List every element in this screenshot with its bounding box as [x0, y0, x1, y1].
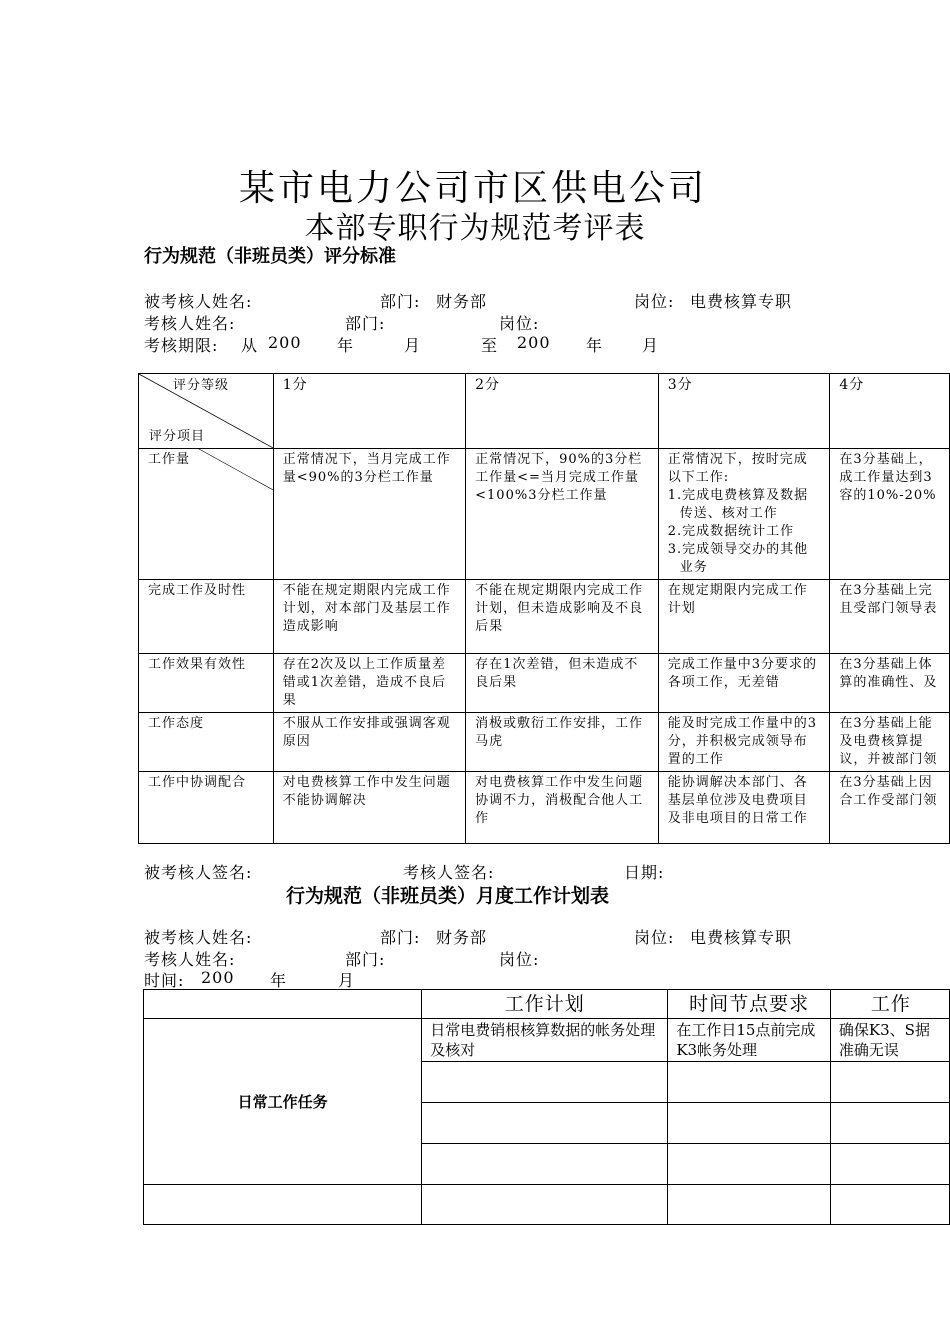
row-cell-level1: 正常情况下，当月完成工作量<90%的3分栏工作量 [273, 449, 465, 580]
period-month-unit-from: 月 [404, 336, 422, 355]
plan-header-row [144, 990, 950, 1019]
row-cell-level2: 消极或敷衍工作安排，工作马虎 [466, 713, 659, 772]
table-row [139, 713, 950, 772]
level-header-3: 3分 [658, 374, 830, 449]
time-cell [668, 1062, 831, 1103]
time-year-unit: 年 [270, 971, 288, 990]
daily-task-label: 日常工作任务 [144, 1019, 422, 1185]
plan-header-work-result: 工作 [830, 990, 949, 1019]
plan-cell [422, 1144, 668, 1185]
post-value: 电费核算专职 [690, 292, 793, 311]
time-cell: 在工作日15点前完成K3帐务处理 [668, 1019, 831, 1062]
table-row [144, 1019, 950, 1062]
table-row [139, 772, 950, 844]
result-cell [830, 1062, 949, 1103]
table-row [139, 580, 950, 654]
row-cell-level2: 不能在规定期限内完成工作计划，但未造成影响及不良后果 [466, 580, 659, 654]
period-month-unit-to: 月 [642, 336, 660, 355]
row-cell-level4: 在3分基础上，成工作量达到3容的10%-20% [830, 449, 950, 580]
document-title: 某市电力公司市区供电公司 [238, 168, 707, 209]
row-cell-level3: 在规定期限内完成工作计划 [658, 580, 830, 654]
row-item-label: 工作态度 [139, 713, 274, 772]
row-cell-level1: 不服从工作安排或强调客观原因 [273, 713, 465, 772]
period-year-unit-to: 年 [586, 336, 604, 355]
time-cell [668, 1144, 831, 1185]
dept-value: 财务部 [436, 292, 488, 311]
dept-label: 部门: [380, 292, 421, 311]
post-label-2: 岗位: [634, 928, 675, 947]
examiner-post-label: 岗位: [499, 314, 540, 333]
period-year-unit-from: 年 [337, 336, 355, 355]
blank-cell [144, 1185, 422, 1225]
row-cell-level3 [658, 449, 830, 580]
row-cell-level2: 存在1次差错，但未造成不良后果 [466, 654, 659, 713]
examiner-dept-label-2: 部门: [345, 950, 386, 969]
level-header-4: 4分 [830, 374, 950, 449]
period-year-prefix-to: 200 [517, 333, 551, 352]
monthly-plan-table [143, 989, 950, 1225]
period-label: 考核期限: [144, 336, 219, 355]
row-cell-level1: 存在2次及以上工作质量差错或1次差错，造成不良后果 [273, 654, 465, 713]
row-item-label: 工作中协调配合 [139, 772, 274, 844]
date-label: 日期: [624, 863, 665, 882]
document-subtitle: 本部专职行为规范考评表 [304, 211, 646, 246]
period-to: 至 [481, 336, 499, 355]
table-row [144, 1185, 950, 1225]
period-from: 从 [241, 336, 259, 355]
post-value-2: 电费核算专职 [690, 928, 793, 947]
section-heading-standards: 行为规范（非班员类）评分标准 [144, 246, 396, 267]
row-cell-level2: 正常情况下，90%的3分栏工作量<=当月完成工作量<100%3分栏工作量 [466, 449, 659, 580]
time-label: 时间: [144, 971, 185, 990]
plan-cell [422, 1103, 668, 1144]
level-header-1: 1分 [273, 374, 465, 449]
row-item-label: 工作量 [148, 452, 191, 467]
time-month-unit: 月 [338, 971, 356, 990]
time-cell [668, 1103, 831, 1144]
examiner-name-label-2: 考核人姓名: [144, 950, 236, 969]
cell-list [668, 487, 822, 577]
dept-label-2: 部门: [380, 928, 421, 947]
table-row [139, 654, 950, 713]
blank-cell [422, 1185, 668, 1225]
corner-top-label: 评分等级 [173, 378, 230, 393]
list-item: 2.完成数据统计工作 [667, 524, 795, 539]
row-cell-level4: 在3分基础上能及电费核算提议，并被部门领 [830, 713, 950, 772]
row-item-label: 工作效果有效性 [139, 654, 274, 713]
blank-cell [668, 1185, 831, 1225]
cell-intro: 正常情况下，按时完成以下工作: [667, 452, 808, 485]
diagonal-corner-cell [139, 374, 274, 449]
examinee-name-label-2: 被考核人姓名: [144, 928, 253, 947]
table-header-row [139, 374, 950, 449]
time-year-prefix: 200 [201, 968, 235, 987]
section-heading-monthly-plan: 行为规范（非班员类）月度工作计划表 [286, 885, 610, 907]
plan-header-work-plan: 工作计划 [422, 990, 668, 1019]
examiner-name-label: 考核人姓名: [144, 314, 236, 333]
level-header-2: 2分 [466, 374, 659, 449]
examinee-name-label: 被考核人姓名: [144, 292, 253, 311]
examiner-dept-label: 部门: [345, 314, 386, 333]
plan-header-time-node: 时间节点要求 [668, 990, 831, 1019]
list-item: 3.完成领导交办的其他业务 [667, 542, 809, 575]
row-cell-level3: 完成工作量中3分要求的各项工作，无差错 [658, 654, 830, 713]
row-cell-level4: 在3分基础上因合工作受部门领 [830, 772, 950, 844]
row-cell-level3: 能及时完成工作量中的3分，并积极完成领导布置的工作 [658, 713, 830, 772]
post-label: 岗位: [634, 292, 675, 311]
examiner-signature-label: 考核人签名: [403, 863, 495, 882]
plan-cell [422, 1062, 668, 1103]
row-item-cell [139, 449, 274, 580]
row-cell-level1: 不能在规定期限内完成工作计划，对本部门及基层工作造成影响 [273, 580, 465, 654]
plan-header-blank [144, 990, 422, 1019]
row-cell-level2: 对电费核算工作中发生问题协调不力，消极配合他人工作 [466, 772, 659, 844]
corner-bottom-label: 评分项目 [149, 429, 206, 444]
examinee-signature-label: 被考核人签名: [144, 863, 253, 882]
row-cell-level3: 能协调解决本部门、各基层单位涉及电费项目及非电项目的日常工作 [658, 772, 830, 844]
examiner-post-label-2: 岗位: [499, 950, 540, 969]
row-cell-level1: 对电费核算工作中发生问题不能协调解决 [273, 772, 465, 844]
period-year-prefix-from: 200 [268, 333, 302, 352]
result-cell: 确保K3、S据准确无误 [830, 1019, 949, 1062]
result-cell [830, 1103, 949, 1144]
blank-cell [830, 1185, 949, 1225]
plan-cell: 日常电费销根核算数据的帐务处理及核对 [422, 1019, 668, 1062]
table-row [139, 449, 950, 580]
row-cell-level4: 在3分基础上体算的准确性、及 [830, 654, 950, 713]
scoring-standards-table [138, 373, 950, 844]
row-item-label: 完成工作及时性 [139, 580, 274, 654]
dept-value-2: 财务部 [436, 928, 488, 947]
list-item: 1.完成电费核算及数据传送、核对工作 [667, 488, 809, 521]
row-cell-level4: 在3分基础上完且受部门领导表 [830, 580, 950, 654]
result-cell [830, 1144, 949, 1185]
